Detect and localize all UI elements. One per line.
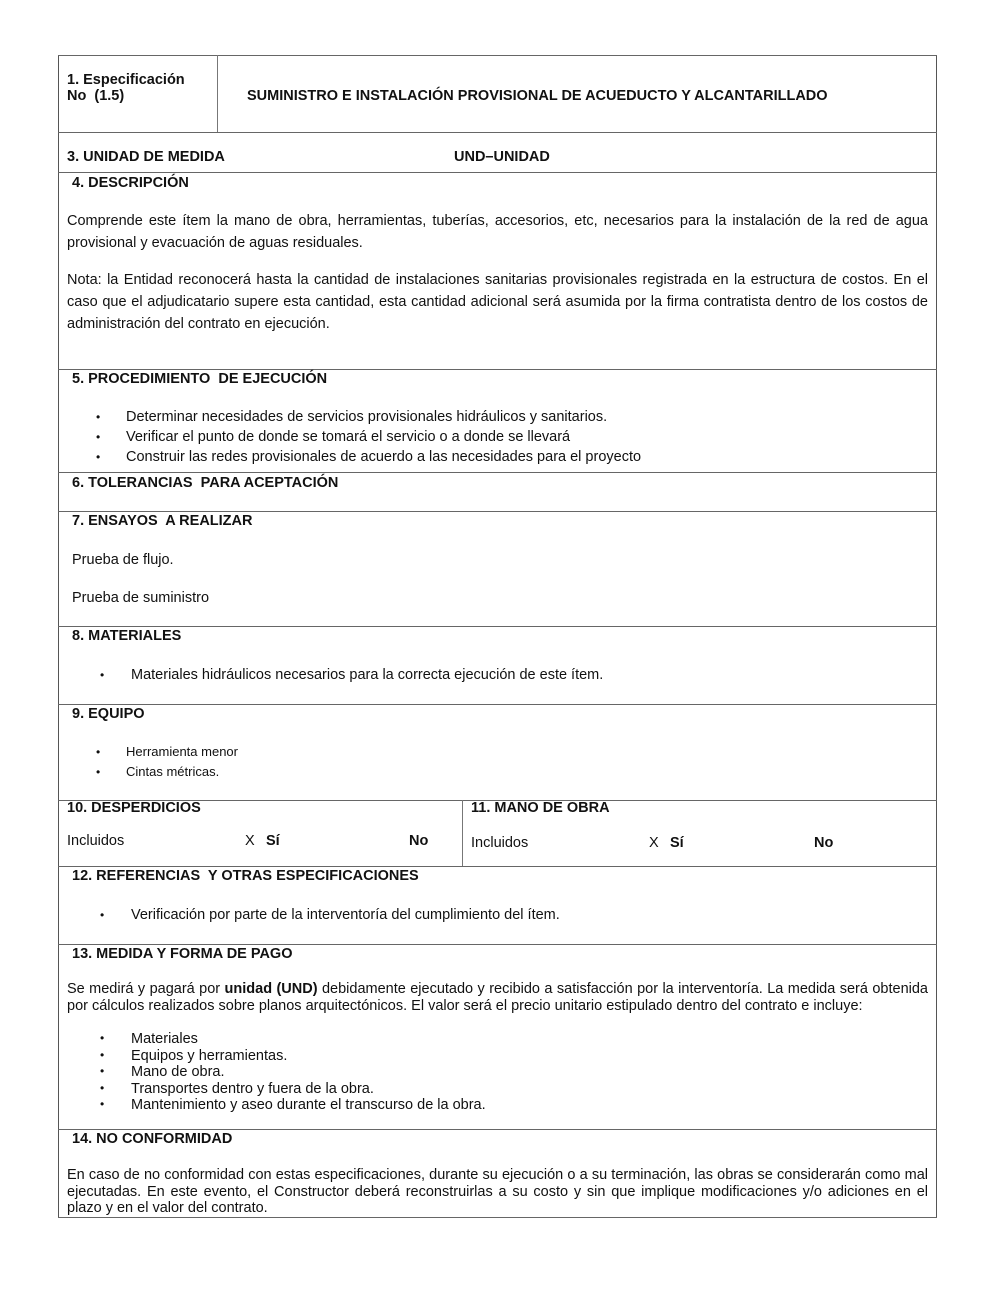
bullet-icon: • (96, 410, 101, 424)
list-item (100, 1081, 486, 1098)
test-item: Prueba de suministro (72, 590, 210, 606)
divider (58, 704, 937, 705)
list-item-text: Determinar necesidades de servicios provisionales hidráulicos y sanitarios. (126, 409, 608, 425)
bullet-icon: • (96, 430, 101, 444)
bullet-icon: • (100, 1064, 105, 1078)
list-item (96, 449, 641, 469)
references-list (100, 907, 560, 927)
equipment-heading: 9. EQUIPO (72, 706, 145, 722)
waste-no-option[interactable]: No (409, 833, 429, 849)
list-item (100, 1097, 486, 1114)
waste-yes-option[interactable]: Sí (266, 833, 280, 849)
bullet-icon: • (96, 450, 101, 464)
divider (58, 944, 937, 945)
payment-paragraph (67, 981, 928, 1014)
spec-number-value: No (1.5) (67, 88, 125, 104)
list-item (100, 907, 560, 927)
bullet-icon: • (100, 1080, 105, 1095)
materials-list (100, 667, 603, 687)
labor-heading: 11. MANO DE OBRA (471, 800, 610, 816)
divider (217, 55, 218, 132)
list-item (100, 667, 603, 687)
equipment-list (96, 744, 238, 784)
list-item-text: Equipos y herramientas. (131, 1047, 288, 1064)
labor-label: Incluidos (471, 835, 529, 851)
labor-yes-option[interactable]: Sí (670, 835, 684, 851)
description-heading: 4. DESCRIPCIÓN (72, 175, 189, 191)
list-item (96, 744, 238, 764)
unit-value: UND–UNIDAD (454, 149, 550, 165)
divider (58, 472, 937, 473)
list-item (100, 1048, 486, 1065)
list-item-text: Mantenimiento y aseo durante el transcurso de la obra. (131, 1097, 486, 1113)
list-item (100, 1031, 486, 1048)
list-item-text: Herramienta menor (126, 744, 238, 759)
bullet-icon: • (100, 1097, 105, 1111)
spec-title: SUMINISTRO E INSTALACIÓN PROVISIONAL DE ACUEDUCTO Y ALCANTARILLADO (247, 88, 828, 104)
divider (58, 1129, 937, 1130)
payment-text: Se medirá y pagará por (67, 981, 225, 997)
divider (58, 172, 937, 173)
references-heading: 12. REFERENCIAS Y OTRAS ESPECIFICACIONES (72, 868, 419, 884)
bullet-icon: • (100, 1047, 105, 1062)
bullet-icon: • (100, 1031, 105, 1045)
description-paragraph: Comprende este ítem la mano de obra, herramientas, tuberías, accesorios, etc, necesarios para la instalación de la red de agua provisional y evacuación de aguas residuales. (67, 213, 928, 251)
list-item-text: Mano de obra. (131, 1064, 225, 1080)
payment-text: debidamente ejecutado y recibido a satisfacción por la interventoría. La medida será obtenida por cálculos realizados sobre planos arquitectónicos. El valor será el precio unitario estipulado dentro del contrato e incluye: (67, 981, 928, 1014)
list-item (100, 1064, 486, 1081)
labor-check-mark[interactable]: X (649, 835, 659, 851)
bullet-icon: • (96, 765, 101, 779)
unit-label: 3. UNIDAD DE MEDIDA (67, 149, 225, 165)
waste-label: Incluidos (67, 833, 125, 849)
divider (58, 1217, 937, 1218)
divider (58, 626, 937, 627)
bullet-icon: • (100, 668, 105, 682)
list-item (96, 764, 238, 784)
divider (462, 800, 463, 866)
spec-number-label: 1. Especificación (67, 72, 185, 88)
test-item: Prueba de flujo. (72, 552, 174, 568)
list-item-text: Verificación por parte de la interventoría del cumplimiento del ítem. (131, 907, 560, 923)
payment-heading: 13. MEDIDA Y FORMA DE PAGO (72, 946, 293, 962)
waste-heading: 10. DESPERDICIOS (67, 800, 201, 816)
bullet-icon: • (100, 908, 105, 922)
list-item-text: Materiales (131, 1031, 198, 1047)
list-item (96, 429, 641, 449)
labor-no-option[interactable]: No (814, 835, 834, 851)
procedure-heading: 5. PROCEDIMIENTO DE EJECUCIÓN (72, 371, 328, 387)
divider (58, 132, 937, 133)
tests-heading: 7. ENSAYOS A REALIZAR (72, 513, 253, 529)
list-item-text: Construir las redes provisionales de acuerdo a las necesidades para el proyecto (126, 449, 642, 465)
procedure-list (96, 409, 641, 469)
payment-unit: unidad (UND) (224, 981, 318, 997)
waste-check-mark[interactable]: X (245, 833, 255, 849)
description-note: Nota: la Entidad reconocerá hasta la cantidad de instalaciones sanitarias provisionales registrada en la estructura de costos. En el caso que el adjudicatario supere esta cantidad, esta cantidad adicional será asumida por la firma contratista dentro de los costos de administración del contrato en ejecución. (67, 272, 928, 332)
divider (58, 511, 937, 512)
bullet-icon: • (96, 745, 101, 759)
list-item-text: Transportes dentro y fuera de la obra. (131, 1080, 374, 1097)
list-item-text: Cintas métricas. (126, 764, 220, 779)
list-item (96, 409, 641, 429)
list-item-text: Verificar el punto de donde se tomará el servicio o a donde se llevará (126, 429, 571, 445)
divider (58, 55, 937, 56)
divider (58, 369, 937, 370)
payment-includes-list (100, 1031, 486, 1114)
nonconformity-heading: 14. NO CONFORMIDAD (72, 1131, 233, 1147)
tolerances-heading: 6. TOLERANCIAS PARA ACEPTACIÓN (72, 475, 339, 491)
nonconformity-paragraph: En caso de no conformidad con estas especificaciones, durante su ejecución o a su terminación, las obras se considerarán como mal ejecutadas. En este evento, el Constructor deberá reconstruirlas a su costo y sin que implique modificaciones y/o adiciones en el plazo y en el valor del contrato. (67, 1167, 928, 1216)
divider (58, 866, 937, 867)
list-item-text: Materiales hidráulicos necesarios para la correcta ejecución de este ítem. (131, 667, 604, 683)
materials-heading: 8. MATERIALES (72, 628, 182, 644)
